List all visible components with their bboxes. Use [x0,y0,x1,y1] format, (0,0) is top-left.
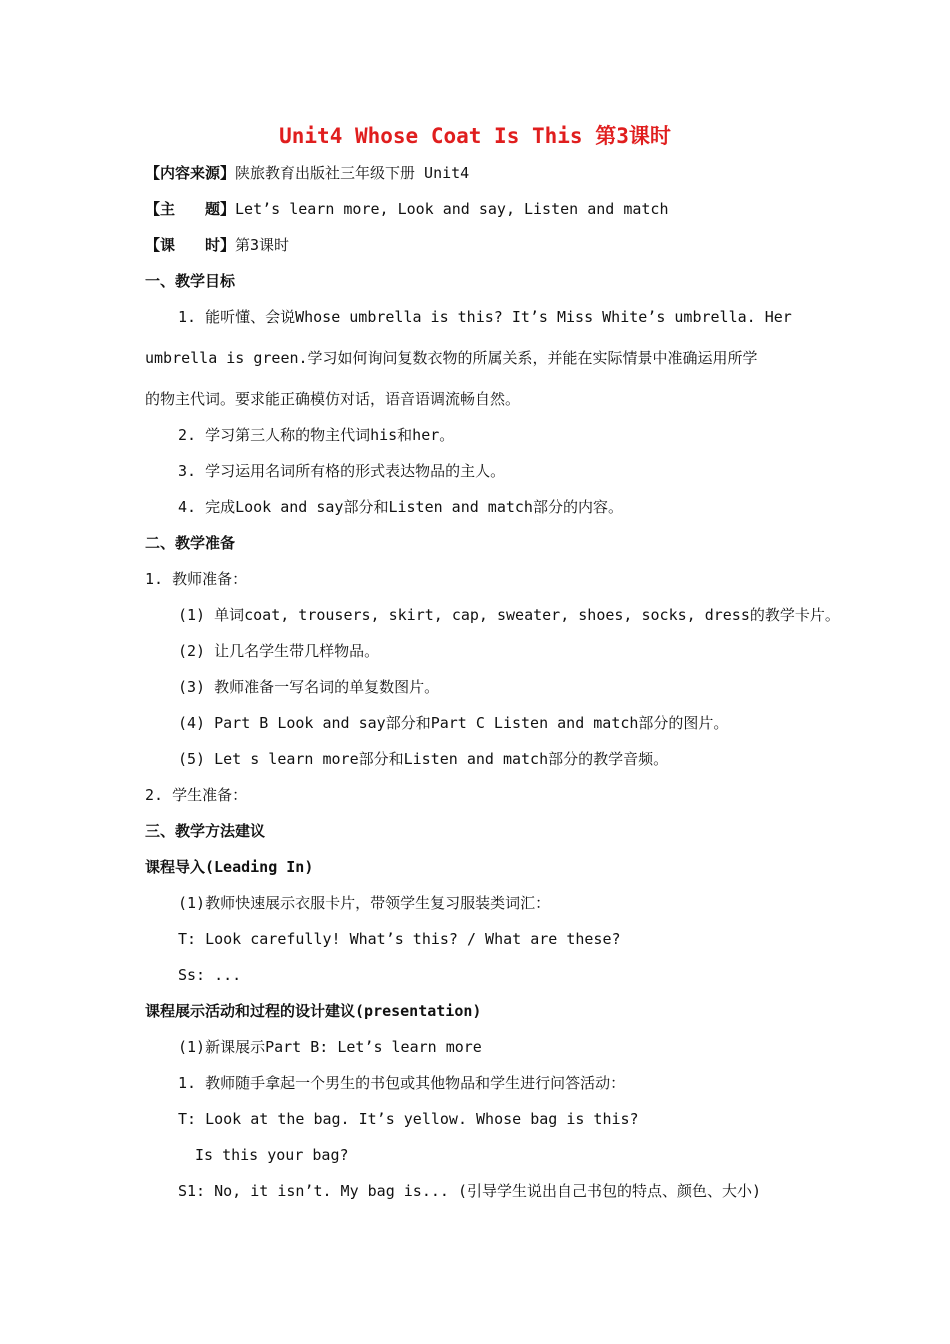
teacher-prep-item-3: (3) 教师准备一写名词的单复数图片。 [178,678,440,696]
section-heading-goals: 一、教学目标 [145,272,236,290]
teacher-prep-item-5: (5) Let s learn more部分和Listen and match部分的教学音频。 [178,750,669,768]
goal-item-1-line-1: 1. 能听懂、会说Whose umbrella is this? It’s Miss White’s umbrella. Her [178,308,792,326]
goal-item-3: 3. 学习运用名词所有格的形式表达物品的主人。 [178,462,506,480]
teacher-prep-heading: 1. 教师准备： [145,570,248,588]
meta-period [145,235,289,255]
section-heading-preparation: 二、教学准备 [145,534,236,552]
teacher-prep-item-4: (4) Part B Look and say部分和Part C Listen and match部分的图片。 [178,714,729,732]
teacher-prep-item-1: (1) 单词coat, trousers, skirt, cap, sweater, shoes, socks, dress的教学卡片。 [178,606,840,624]
document-title: Unit4 Whose Coat Is This 第3课时 [279,124,671,148]
goal-item-2: 2. 学习第三人称的物主代词his和her。 [178,426,455,444]
meta-period-text: 第3课时 [235,236,290,254]
goal-item-1-line-2: umbrella is green.学习如何询问复数衣物的所属关系，并能在实际情景中准确运用所学 [145,349,758,367]
goal-item-1-line-3: 的物主代词。要求能正确模仿对话，语音语调流畅自然。 [145,390,521,408]
meta-topic [145,199,669,219]
meta-topic-label: 【主 题】 [145,200,236,218]
presentation-line-4: Is this your bag? [195,1146,349,1164]
meta-topic-text: Let’s learn more, Look and say, Listen and match [235,200,669,218]
student-prep-heading: 2. 学生准备： [145,786,248,804]
presentation-line-1: (1)新课展示Part B: Let’s learn more [178,1038,482,1056]
leading-in-line-1: (1)教师快速展示衣服卡片，带领学生复习服装类词汇： [178,894,551,912]
leading-in-line-2: T: Look carefully! What’s this? / What are these? [178,930,621,948]
meta-source [145,163,469,183]
meta-source-label: 【内容来源】 [145,164,236,182]
presentation-line-5: S1: No, it isn’t. My bag is... (引导学生说出自己书包的特点、颜色、大小) [178,1182,762,1200]
presentation-line-2: 1. 教师随手拿起一个男生的书包或其他物品和学生进行问答活动： [178,1074,626,1092]
section-heading-methods: 三、教学方法建议 [145,822,266,840]
teacher-prep-item-2: (2) 让几名学生带几样物品。 [178,642,380,660]
leading-in-line-3: Ss: ... [178,966,242,984]
meta-source-text: 陕旅教育出版社三年级下册 Unit4 [235,164,470,182]
leading-in-heading: 课程导入(Leading In) [145,858,314,876]
presentation-line-3: T: Look at the bag. It’s yellow. Whose bag is this? [178,1110,639,1128]
meta-period-label: 【课 时】 [145,236,236,254]
presentation-heading: 课程展示活动和过程的设计建议(presentation) [145,1002,482,1020]
goal-item-4: 4. 完成Look and say部分和Listen and match部分的内容。 [178,498,623,516]
